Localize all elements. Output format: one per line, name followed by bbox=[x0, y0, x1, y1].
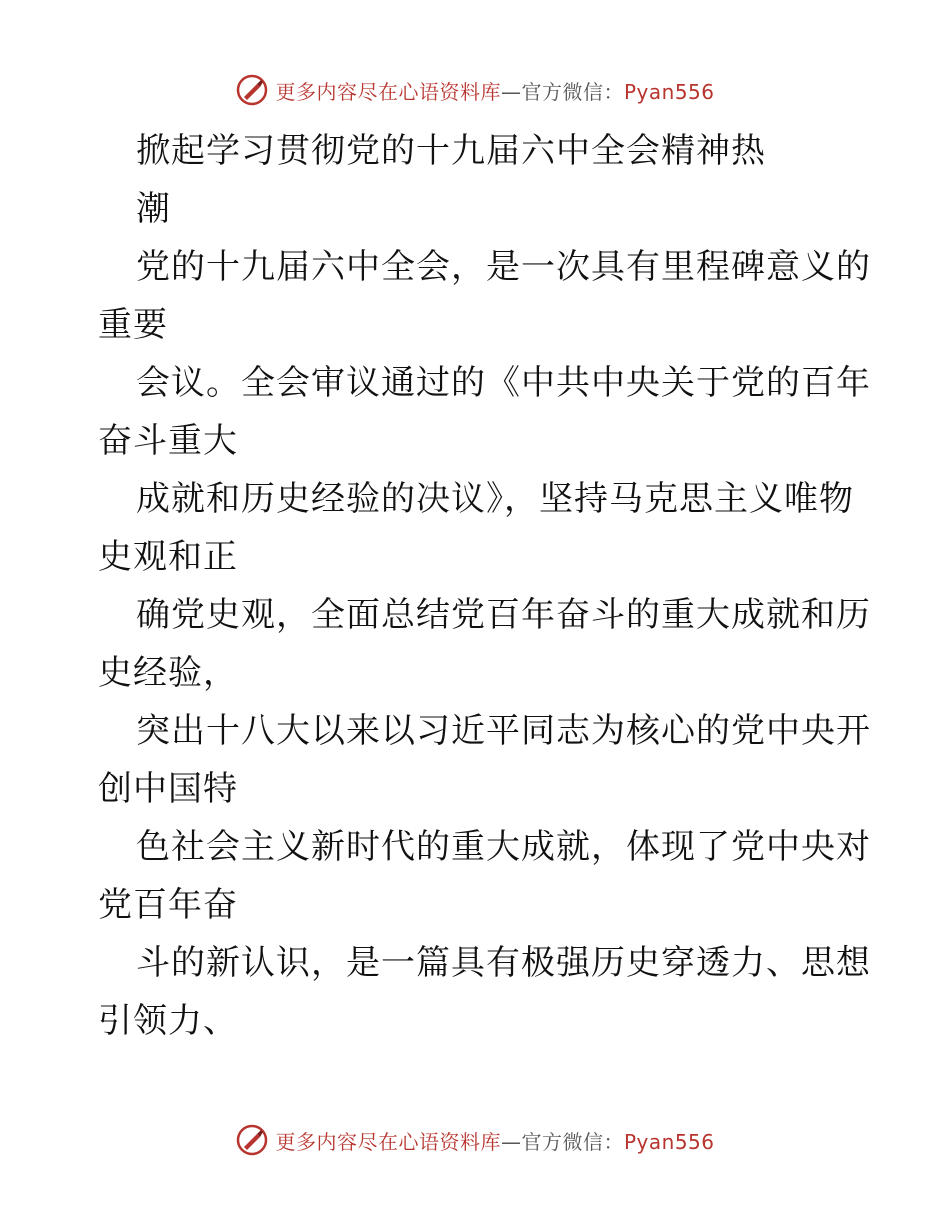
text-line: 史观和正 bbox=[98, 537, 238, 577]
banner-text bbox=[275, 76, 714, 105]
text-line: 斗的新认识，是一篇具有极强历史穿透力、思想 bbox=[136, 943, 871, 983]
text-line: 突出十八大以来以习近平同志为核心的党中央开 bbox=[136, 711, 871, 751]
banner-wechat-label: 官方微信： bbox=[521, 1129, 624, 1154]
text-line: 会议。全会审议通过的《中共中央关于党的百年 bbox=[136, 363, 871, 403]
banner-wechat-id: Pyan556 bbox=[623, 1129, 715, 1154]
text-line: 奋斗重大 bbox=[98, 421, 238, 461]
pen-logo-icon bbox=[235, 1123, 269, 1157]
text-line: 引领力、 bbox=[98, 1001, 238, 1041]
pen-logo-icon bbox=[235, 73, 269, 107]
banner-brand: 更多内容尽在心语资料库 bbox=[275, 79, 501, 104]
banner-wechat-id: Pyan556 bbox=[623, 79, 715, 104]
text-line: 党百年奋 bbox=[98, 885, 238, 925]
text-line: 确党史观，全面总结党百年奋斗的重大成就和历 bbox=[136, 595, 871, 635]
text-line: 成就和历史经验的决议》，坚持马克思主义唯物 bbox=[136, 479, 854, 519]
banner-wechat-label: 官方微信： bbox=[521, 79, 624, 104]
text-line: 创中国特 bbox=[98, 769, 238, 809]
banner-dash: — bbox=[500, 79, 522, 104]
text-line: 党的十九届六中全会，是一次具有里程碑意义的 bbox=[136, 247, 871, 287]
footer-banner bbox=[0, 1118, 950, 1162]
text-line: 色社会主义新时代的重大成就，体现了党中央对 bbox=[136, 827, 871, 867]
text-line: 掀起学习贯彻党的十九届六中全会精神热 bbox=[136, 131, 766, 171]
text-line: 潮 bbox=[136, 189, 171, 229]
text-line: 重要 bbox=[98, 305, 168, 345]
header-banner bbox=[0, 68, 950, 112]
text-line: 史经验， bbox=[98, 653, 238, 693]
document-body bbox=[98, 122, 871, 1050]
banner-brand: 更多内容尽在心语资料库 bbox=[275, 1129, 501, 1154]
banner-text bbox=[275, 1126, 714, 1155]
banner-dash: — bbox=[500, 1129, 522, 1154]
